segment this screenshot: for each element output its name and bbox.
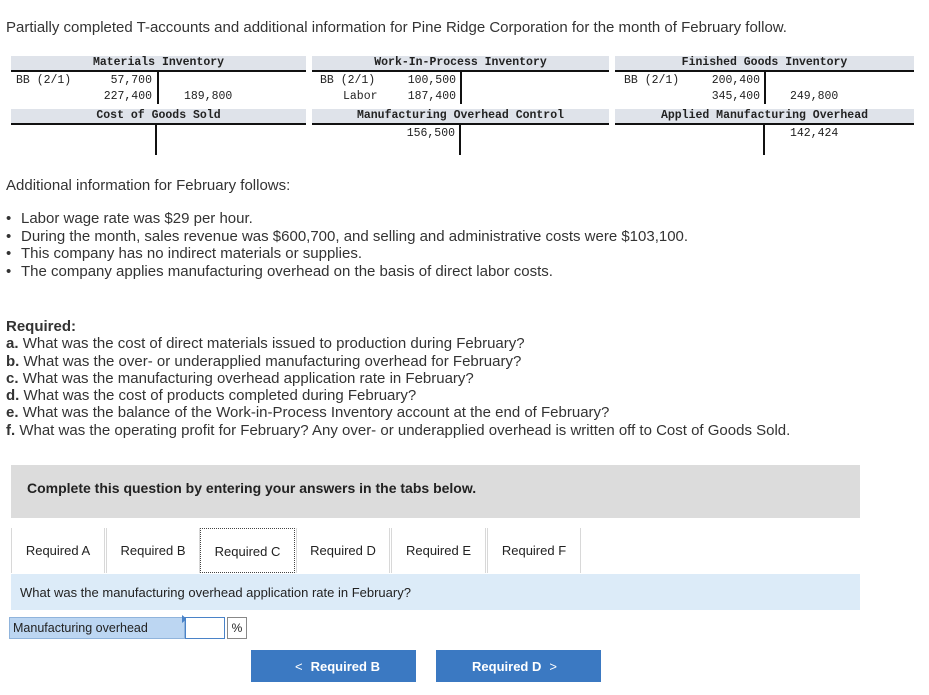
applied-moh-credit: 142,424 [790, 127, 839, 140]
required-item-b: b. What was the over- or underapplied manufacturing overhead for February? [6, 352, 522, 370]
finished-goods-title: Finished Goods Inventory [615, 56, 914, 70]
applied-moh-title: Applied Manufacturing Overhead [615, 109, 914, 123]
cogs-title: Cost of Goods Sold [11, 109, 306, 123]
moh-control-divider [459, 125, 461, 155]
tab-required-a[interactable]: Required A [11, 528, 105, 573]
required-heading: Required: [6, 318, 77, 335]
materials-credit-amount: 189,800 [184, 90, 233, 103]
cogs-rule [11, 123, 306, 125]
additional-info-title: Additional information for February follows: [6, 177, 291, 194]
required-item-a: a. What was the cost of direct materials issued to production during February? [6, 335, 525, 353]
list-item: • Labor wage rate was $29 per hour. [6, 210, 688, 228]
intro-text: Partially completed T-accounts and additional information for Pine Ridge Corporation for the month of February follow. [6, 19, 787, 36]
required-item-d: d. What was the cost of products completed during February? [6, 387, 417, 405]
chevron-left-icon: < [295, 659, 303, 674]
complete-instructions-box [11, 465, 860, 518]
required-section [6, 318, 790, 439]
materials-bb-amount: 57,700 [110, 74, 152, 87]
percent-unit: % [227, 617, 247, 639]
tab-required-b[interactable]: Required B [106, 528, 200, 573]
wip-bb-label: BB (2/1) [320, 74, 376, 87]
finished-debit-amount: 345,400 [711, 90, 760, 103]
question-text: What was the manufacturing overhead application rate in February? [20, 585, 411, 600]
prev-button-label: Required B [310, 659, 380, 674]
materials-debit-amount: 227,400 [103, 90, 152, 103]
finished-bb-amount: 200,400 [711, 74, 760, 87]
applied-moh-divider [763, 125, 765, 155]
application-rate-input[interactable] [185, 617, 225, 639]
moh-control-debit: 156,500 [406, 127, 455, 140]
tab-required-f[interactable]: Required F [487, 528, 581, 573]
tab-required-c[interactable]: Required C [200, 528, 295, 573]
wip-inventory-title: Work-In-Process Inventory [312, 56, 609, 70]
wip-inventory-divider [460, 72, 462, 104]
complete-instructions: Complete this question by entering your answers in the tabs below. [27, 480, 477, 496]
cogs-divider [155, 125, 157, 155]
list-item: • The company applies manufacturing overhead on the basis of direct labor costs. [6, 263, 688, 281]
moh-control-title: Manufacturing Overhead Control [312, 109, 609, 123]
finished-goods-divider [764, 72, 766, 104]
required-item-f: f. What was the operating profit for February? Any over- or underapplied overhead is written off to Cost of Goods Sold. [6, 421, 791, 439]
wip-labor-label: Labor [343, 90, 378, 103]
question-bar [11, 574, 860, 610]
manufacturing-overhead-label: Manufacturing overhead [9, 617, 185, 639]
materials-bb-label: BB (2/1) [16, 74, 72, 87]
finished-bb-label: BB (2/1) [624, 74, 680, 87]
next-required-button[interactable] [436, 650, 601, 682]
required-item-e: e. What was the balance of the Work-in-Process Inventory account at the end of February? [6, 404, 610, 422]
list-item: • This company has no indirect materials or supplies. [6, 245, 688, 263]
wip-labor-amount: 187,400 [407, 90, 456, 103]
materials-inventory-divider [157, 72, 159, 104]
required-item-c: c. What was the manufacturing overhead application rate in February? [6, 369, 474, 387]
list-item: • During the month, sales revenue was $600,700, and selling and administrative costs were $103,100. [6, 228, 688, 246]
tab-required-e[interactable]: Required E [391, 528, 486, 573]
prev-required-button[interactable] [251, 650, 416, 682]
finished-credit-amount: 249,800 [790, 90, 839, 103]
materials-inventory-title: Materials Inventory [11, 56, 306, 70]
additional-info-list [6, 210, 688, 280]
next-button-label: Required D [472, 659, 542, 674]
chevron-right-icon: > [549, 659, 557, 674]
wip-bb-amount: 100,500 [407, 74, 456, 87]
tab-required-d[interactable]: Required D [296, 528, 390, 573]
